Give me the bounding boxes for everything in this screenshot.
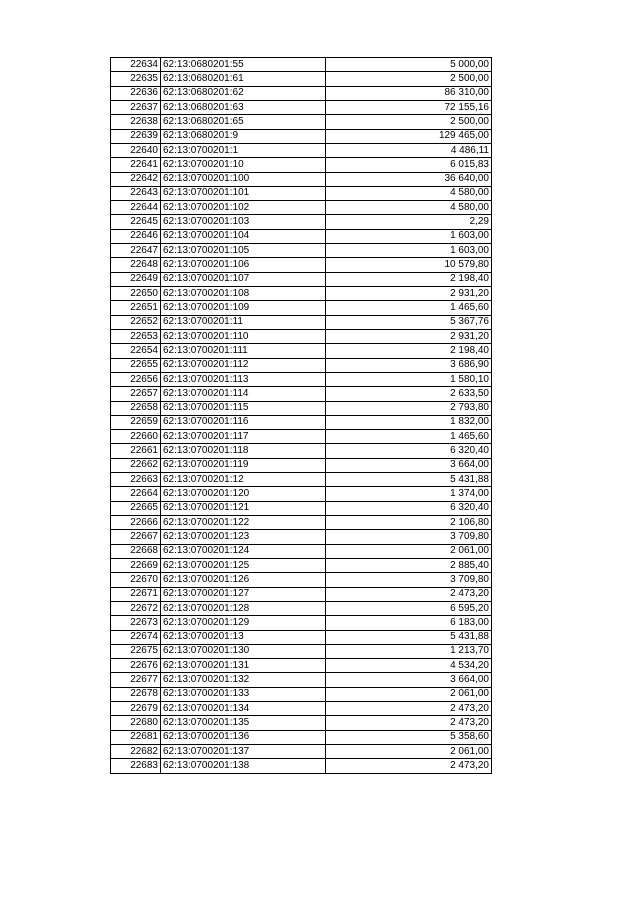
table-row — [111, 630, 492, 644]
cadastral-value-table — [110, 57, 492, 774]
row-number-cell: 22636 — [111, 86, 161, 100]
value-cell: 2 793,80 — [326, 401, 492, 415]
cadastral-number-cell: 62:13:0700201:115 — [161, 401, 326, 415]
cadastral-number-cell: 62:13:0680201:61 — [161, 72, 326, 86]
value-cell: 36 640,00 — [326, 172, 492, 186]
row-number-cell: 22637 — [111, 100, 161, 114]
value-cell: 2 061,00 — [326, 687, 492, 701]
row-number-cell: 22671 — [111, 587, 161, 601]
value-cell: 2 061,00 — [326, 544, 492, 558]
cadastral-number-cell: 62:13:0700201:117 — [161, 430, 326, 444]
value-cell: 6 595,20 — [326, 601, 492, 615]
cadastral-number-cell: 62:13:0700201:110 — [161, 329, 326, 343]
row-number-cell: 22661 — [111, 444, 161, 458]
table-row — [111, 516, 492, 530]
cadastral-number-cell: 62:13:0680201:62 — [161, 86, 326, 100]
cadastral-number-cell: 62:13:0700201:102 — [161, 201, 326, 215]
value-cell: 2 500,00 — [326, 72, 492, 86]
value-cell: 72 155,16 — [326, 100, 492, 114]
value-cell: 1 603,00 — [326, 244, 492, 258]
cadastral-number-cell: 62:13:0680201:63 — [161, 100, 326, 114]
row-number-cell: 22672 — [111, 601, 161, 615]
cadastral-number-cell: 62:13:0700201:108 — [161, 287, 326, 301]
table-row — [111, 430, 492, 444]
row-number-cell: 22654 — [111, 344, 161, 358]
cadastral-number-cell: 62:13:0700201:101 — [161, 186, 326, 200]
row-number-cell: 22681 — [111, 730, 161, 744]
value-cell: 1 374,00 — [326, 487, 492, 501]
table-row — [111, 644, 492, 658]
table-row — [111, 759, 492, 773]
value-cell: 2 931,20 — [326, 329, 492, 343]
cadastral-number-cell: 62:13:0700201:124 — [161, 544, 326, 558]
row-number-cell: 22664 — [111, 487, 161, 501]
row-number-cell: 22642 — [111, 172, 161, 186]
row-number-cell: 22673 — [111, 616, 161, 630]
row-number-cell: 22677 — [111, 673, 161, 687]
row-number-cell: 22670 — [111, 573, 161, 587]
value-cell: 2 473,20 — [326, 587, 492, 601]
cadastral-number-cell: 62:13:0700201:131 — [161, 659, 326, 673]
table-row — [111, 745, 492, 759]
cadastral-number-cell: 62:13:0700201:129 — [161, 616, 326, 630]
cadastral-number-cell: 62:13:0700201:135 — [161, 716, 326, 730]
table-row — [111, 158, 492, 172]
value-cell: 86 310,00 — [326, 86, 492, 100]
table-row — [111, 329, 492, 343]
table-row — [111, 716, 492, 730]
row-number-cell: 22656 — [111, 372, 161, 386]
table-row — [111, 458, 492, 472]
row-number-cell: 22653 — [111, 329, 161, 343]
row-number-cell: 22640 — [111, 143, 161, 157]
value-cell: 4 486,11 — [326, 143, 492, 157]
cadastral-number-cell: 62:13:0700201:121 — [161, 501, 326, 515]
table-row — [111, 129, 492, 143]
value-cell: 2 633,50 — [326, 387, 492, 401]
value-cell: 10 579,80 — [326, 258, 492, 272]
cadastral-number-cell: 62:13:0700201:125 — [161, 558, 326, 572]
value-cell: 2 473,20 — [326, 716, 492, 730]
table-row — [111, 344, 492, 358]
table-row — [111, 558, 492, 572]
table-row — [111, 301, 492, 315]
value-cell: 4 580,00 — [326, 186, 492, 200]
value-cell: 2 061,00 — [326, 745, 492, 759]
cadastral-number-cell: 62:13:0700201:119 — [161, 458, 326, 472]
row-number-cell: 22669 — [111, 558, 161, 572]
row-number-cell: 22679 — [111, 702, 161, 716]
cadastral-number-cell: 62:13:0700201:132 — [161, 673, 326, 687]
cadastral-number-cell: 62:13:0700201:127 — [161, 587, 326, 601]
cadastral-number-cell: 62:13:0680201:9 — [161, 129, 326, 143]
value-cell: 5 431,88 — [326, 630, 492, 644]
spreadsheet-page — [110, 57, 492, 774]
row-number-cell: 22665 — [111, 501, 161, 515]
table-row — [111, 473, 492, 487]
row-number-cell: 22668 — [111, 544, 161, 558]
table-row — [111, 573, 492, 587]
row-number-cell: 22644 — [111, 201, 161, 215]
cadastral-number-cell: 62:13:0700201:105 — [161, 244, 326, 258]
cadastral-number-cell: 62:13:0700201:10 — [161, 158, 326, 172]
value-cell: 5 431,88 — [326, 473, 492, 487]
row-number-cell: 22667 — [111, 530, 161, 544]
row-number-cell: 22650 — [111, 287, 161, 301]
row-number-cell: 22660 — [111, 430, 161, 444]
value-cell: 1 465,60 — [326, 301, 492, 315]
table-row — [111, 244, 492, 258]
row-number-cell: 22658 — [111, 401, 161, 415]
row-number-cell: 22634 — [111, 58, 161, 72]
table-row — [111, 401, 492, 415]
value-cell: 4 580,00 — [326, 201, 492, 215]
value-cell: 4 534,20 — [326, 659, 492, 673]
table-row — [111, 215, 492, 229]
value-cell: 3 709,80 — [326, 573, 492, 587]
value-cell: 1 465,60 — [326, 430, 492, 444]
row-number-cell: 22680 — [111, 716, 161, 730]
value-cell: 6 183,00 — [326, 616, 492, 630]
value-cell: 2 500,00 — [326, 115, 492, 129]
table-row — [111, 487, 492, 501]
table-row — [111, 72, 492, 86]
row-number-cell: 22682 — [111, 745, 161, 759]
value-cell: 2 931,20 — [326, 287, 492, 301]
table-row — [111, 501, 492, 515]
cadastral-number-cell: 62:13:0700201:111 — [161, 344, 326, 358]
cadastral-number-cell: 62:13:0700201:136 — [161, 730, 326, 744]
cadastral-number-cell: 62:13:0700201:123 — [161, 530, 326, 544]
value-cell: 2 106,80 — [326, 516, 492, 530]
table-row — [111, 587, 492, 601]
table-row — [111, 86, 492, 100]
cadastral-number-cell: 62:13:0680201:55 — [161, 58, 326, 72]
cadastral-number-cell: 62:13:0680201:65 — [161, 115, 326, 129]
table-row — [111, 272, 492, 286]
cadastral-number-cell: 62:13:0700201:133 — [161, 687, 326, 701]
cadastral-number-cell: 62:13:0700201:134 — [161, 702, 326, 716]
value-cell: 3 709,80 — [326, 530, 492, 544]
table-row — [111, 172, 492, 186]
table-row — [111, 673, 492, 687]
cadastral-number-cell: 62:13:0700201:104 — [161, 229, 326, 243]
row-number-cell: 22635 — [111, 72, 161, 86]
cadastral-number-cell: 62:13:0700201:116 — [161, 415, 326, 429]
table-row — [111, 201, 492, 215]
table-row — [111, 315, 492, 329]
table-row — [111, 229, 492, 243]
cadastral-number-cell: 62:13:0700201:126 — [161, 573, 326, 587]
value-cell: 2 885,40 — [326, 558, 492, 572]
value-cell: 6 320,40 — [326, 444, 492, 458]
cadastral-number-cell: 62:13:0700201:120 — [161, 487, 326, 501]
cadastral-number-cell: 62:13:0700201:1 — [161, 143, 326, 157]
cadastral-number-cell: 62:13:0700201:114 — [161, 387, 326, 401]
row-number-cell: 22649 — [111, 272, 161, 286]
row-number-cell: 22676 — [111, 659, 161, 673]
value-cell: 1 580,10 — [326, 372, 492, 386]
cadastral-number-cell: 62:13:0700201:130 — [161, 644, 326, 658]
row-number-cell: 22678 — [111, 687, 161, 701]
value-cell: 129 465,00 — [326, 129, 492, 143]
value-cell: 6 015,83 — [326, 158, 492, 172]
cadastral-number-cell: 62:13:0700201:103 — [161, 215, 326, 229]
table-row — [111, 100, 492, 114]
row-number-cell: 22683 — [111, 759, 161, 773]
table-body — [111, 58, 492, 774]
row-number-cell: 22674 — [111, 630, 161, 644]
row-number-cell: 22655 — [111, 358, 161, 372]
value-cell: 5 000,00 — [326, 58, 492, 72]
table-row — [111, 530, 492, 544]
cadastral-number-cell: 62:13:0700201:122 — [161, 516, 326, 530]
table-row — [111, 186, 492, 200]
value-cell: 1 603,00 — [326, 229, 492, 243]
value-cell: 1 832,00 — [326, 415, 492, 429]
table-row — [111, 143, 492, 157]
table-row — [111, 601, 492, 615]
value-cell: 5 367,76 — [326, 315, 492, 329]
table-row — [111, 702, 492, 716]
cadastral-number-cell: 62:13:0700201:100 — [161, 172, 326, 186]
table-row — [111, 415, 492, 429]
row-number-cell: 22647 — [111, 244, 161, 258]
cadastral-number-cell: 62:13:0700201:109 — [161, 301, 326, 315]
cadastral-number-cell: 62:13:0700201:128 — [161, 601, 326, 615]
row-number-cell: 22652 — [111, 315, 161, 329]
cadastral-number-cell: 62:13:0700201:137 — [161, 745, 326, 759]
value-cell: 3 686,90 — [326, 358, 492, 372]
cadastral-number-cell: 62:13:0700201:112 — [161, 358, 326, 372]
cadastral-number-cell: 62:13:0700201:12 — [161, 473, 326, 487]
value-cell: 2 473,20 — [326, 759, 492, 773]
table-row — [111, 358, 492, 372]
table-row — [111, 58, 492, 72]
table-row — [111, 115, 492, 129]
row-number-cell: 22638 — [111, 115, 161, 129]
table-row — [111, 659, 492, 673]
row-number-cell: 22641 — [111, 158, 161, 172]
table-row — [111, 287, 492, 301]
cadastral-number-cell: 62:13:0700201:107 — [161, 272, 326, 286]
table-row — [111, 616, 492, 630]
row-number-cell: 22666 — [111, 516, 161, 530]
row-number-cell: 22659 — [111, 415, 161, 429]
row-number-cell: 22662 — [111, 458, 161, 472]
table-row — [111, 544, 492, 558]
value-cell: 1 213,70 — [326, 644, 492, 658]
row-number-cell: 22651 — [111, 301, 161, 315]
cadastral-number-cell: 62:13:0700201:113 — [161, 372, 326, 386]
table-row — [111, 730, 492, 744]
value-cell: 2 198,40 — [326, 272, 492, 286]
row-number-cell: 22645 — [111, 215, 161, 229]
cadastral-number-cell: 62:13:0700201:11 — [161, 315, 326, 329]
value-cell: 3 664,00 — [326, 673, 492, 687]
value-cell: 2,29 — [326, 215, 492, 229]
value-cell: 6 320,40 — [326, 501, 492, 515]
cadastral-number-cell: 62:13:0700201:138 — [161, 759, 326, 773]
value-cell: 5 358,60 — [326, 730, 492, 744]
value-cell: 2 473,20 — [326, 702, 492, 716]
row-number-cell: 22657 — [111, 387, 161, 401]
cadastral-number-cell: 62:13:0700201:13 — [161, 630, 326, 644]
value-cell: 3 664,00 — [326, 458, 492, 472]
table-row — [111, 372, 492, 386]
row-number-cell: 22643 — [111, 186, 161, 200]
table-row — [111, 258, 492, 272]
row-number-cell: 22663 — [111, 473, 161, 487]
row-number-cell: 22639 — [111, 129, 161, 143]
table-row — [111, 687, 492, 701]
cadastral-number-cell: 62:13:0700201:106 — [161, 258, 326, 272]
table-row — [111, 387, 492, 401]
row-number-cell: 22646 — [111, 229, 161, 243]
row-number-cell: 22675 — [111, 644, 161, 658]
cadastral-number-cell: 62:13:0700201:118 — [161, 444, 326, 458]
row-number-cell: 22648 — [111, 258, 161, 272]
table-row — [111, 444, 492, 458]
value-cell: 2 198,40 — [326, 344, 492, 358]
